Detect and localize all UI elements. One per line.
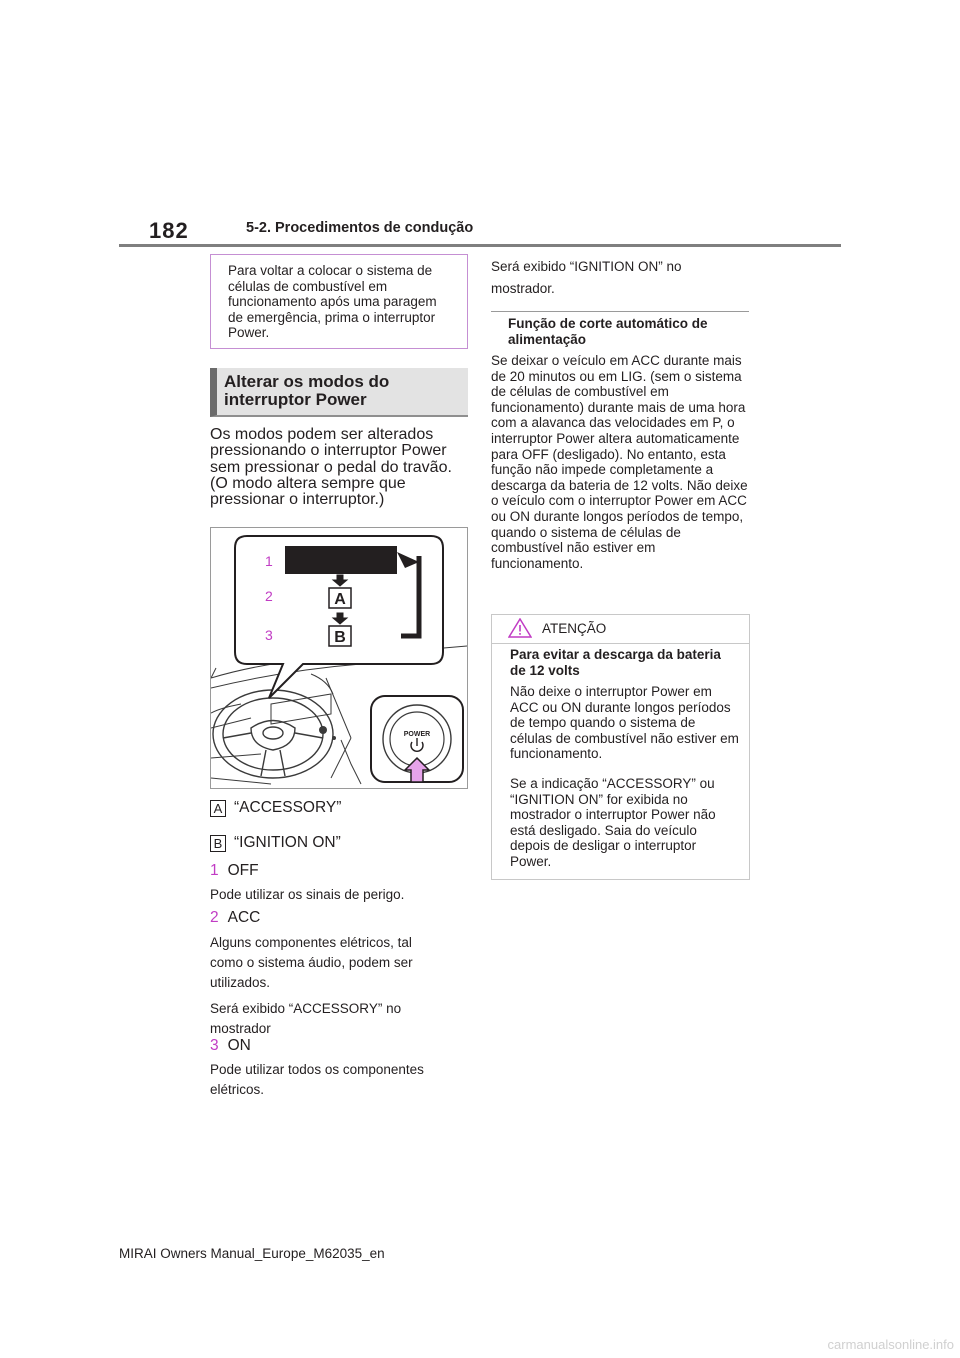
intro-line-1: Os modos podem ser alterados xyxy=(210,426,434,443)
warning-header xyxy=(508,618,606,638)
mode-acc-desc-line-1: Alguns componentes elétricos, tal xyxy=(210,935,412,950)
key-a-row xyxy=(210,799,341,817)
key-a-text: “ACCESSORY” xyxy=(234,799,342,816)
heading-line-1: Alterar os modos do xyxy=(224,372,390,391)
warning-paragraph-1: Não deixe o interruptor Power em ACC ou ON durante longos períodos de tempo quando o sistema de células de combustível não estiver em funcionamento. xyxy=(510,684,739,762)
auto-power-off-body: Se deixar o veículo em ACC durante mais de 20 minutos ou em LIG. (sem o sistema de células de combustível em funcionamento) durante mais de uma hora com a alavanca das velocidades em P, o interruptor Power altera automaticamente para OFF (desligado). No entanto, esta função não impede completamente a descarga da bateria de 12 volts. Não deixe o veículo com o interruptor Power em ACC ou ON durante longos períodos de tempo, quando o sistema de células de combustível não estiver em funcionamento. xyxy=(491,353,748,571)
mode-off-description: Pode utilizar os sinais de perigo. xyxy=(210,887,405,902)
key-b-badge: B xyxy=(210,835,226,852)
mode-acc-desc-line-5: mostrador xyxy=(210,1021,271,1036)
warning-triangle-icon xyxy=(508,618,532,638)
footer-text: MIRAI Owners Manual_Europe_M62035_en xyxy=(119,1246,385,1261)
watermark: carmanualsonline.info xyxy=(827,1337,954,1352)
intro-paragraph xyxy=(210,427,468,508)
heading-line-2: interruptor Power xyxy=(224,390,367,409)
mode-number-1: 1 xyxy=(210,862,219,879)
ignition-on-note xyxy=(491,256,749,300)
intro-line-3: sem pressionar o pedal do travão. xyxy=(210,458,452,476)
warning-divider xyxy=(492,643,749,644)
power-button-label: POWER xyxy=(403,731,431,738)
mode-on-row xyxy=(210,1037,251,1055)
mode-on-desc-line-1: Pode utilizar todos os componentes xyxy=(210,1062,424,1077)
mode-acc-desc-line-4: Será exibido “ACCESSORY” no xyxy=(210,1001,402,1016)
badge-a: A xyxy=(334,591,346,608)
ignition-on-line-1: Será exibido “IGNITION ON” no xyxy=(491,259,682,274)
power-switch-illustration xyxy=(210,527,468,789)
warning-paragraph-2: Se a indicação “ACCESSORY” ou “IGNITION ON” for exibida no mostrador o interruptor Power não está desligado. Saia do veículo depois de desligar o interruptor Power. xyxy=(510,776,716,869)
step-number-3: 3 xyxy=(265,627,273,643)
note-text: Para voltar a colocar o sistema de células de combustível em funcionamento após uma paragem de emergência, prima o interruptor Power. xyxy=(228,263,437,341)
mode-acc-row xyxy=(210,909,260,927)
step-number-2: 2 xyxy=(265,588,273,604)
mode-off-row xyxy=(210,862,259,880)
mode-on-label: ON xyxy=(227,1037,251,1054)
page-number: 182 xyxy=(149,218,189,243)
header-divider xyxy=(119,244,841,247)
info-divider xyxy=(491,311,749,312)
auto-power-off-title: Função de corte automático de alimentação xyxy=(508,316,708,347)
mode-acc-description xyxy=(210,933,468,1039)
step-number-1: 1 xyxy=(265,553,273,569)
mode-number-2: 2 xyxy=(210,909,219,926)
mode-acc-desc-line-2: como o sistema áudio, podem ser xyxy=(210,955,413,970)
key-b-row xyxy=(210,834,341,852)
intro-line-2: pressionando o interruptor Power xyxy=(210,442,447,460)
ignition-on-line-2: mostrador. xyxy=(491,281,555,296)
note-box xyxy=(210,254,468,349)
mode-number-3: 3 xyxy=(210,1037,219,1054)
intro-line-5: pressionar o interruptor.) xyxy=(210,491,385,509)
warning-subtitle: Para evitar a descarga da bateria de 12 volts xyxy=(510,647,721,678)
mode-on-desc-line-2: elétricos. xyxy=(210,1082,265,1097)
mode-off-label: OFF xyxy=(227,862,259,879)
warning-title: ATENÇÃO xyxy=(542,620,607,636)
section-title: 5-2. Procedimentos de condução xyxy=(246,220,474,236)
mode-acc-desc-line-3: utilizados. xyxy=(210,975,271,990)
section-heading xyxy=(210,368,468,417)
key-b-text: “IGNITION ON” xyxy=(234,834,341,851)
mode-on-description xyxy=(210,1060,468,1100)
intro-line-4: (O modo altera sempre que xyxy=(210,474,406,492)
badge-b: B xyxy=(334,629,346,646)
key-a-badge: A xyxy=(210,800,226,817)
mode-acc-label: ACC xyxy=(227,909,261,926)
